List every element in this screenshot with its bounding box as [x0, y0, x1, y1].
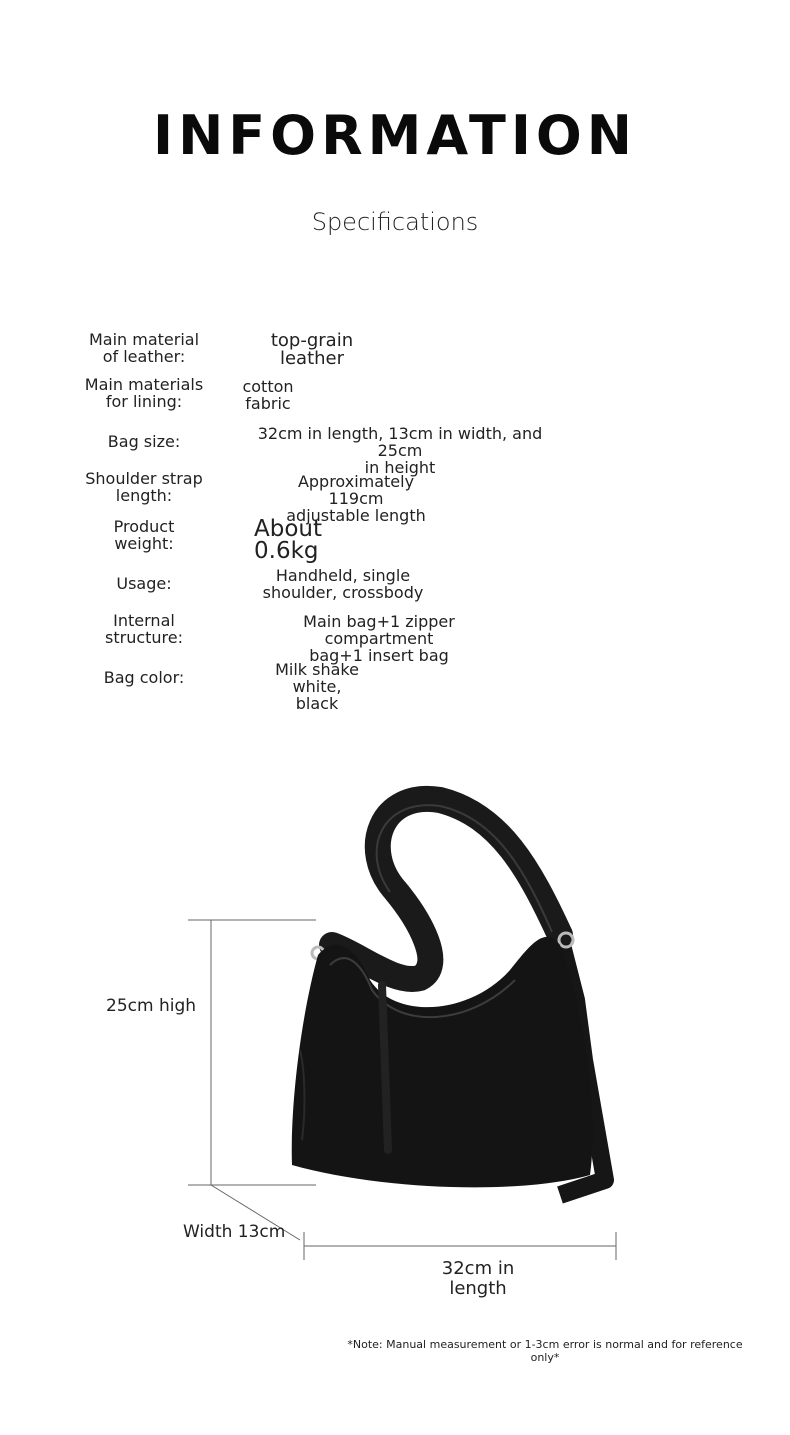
spec-label-color: Bag color: [103, 668, 185, 687]
spec-label-size: Bag size: [107, 432, 181, 451]
spec-value-structure: Main bag+1 zipper compartment bag+1 insert bag [303, 612, 455, 665]
spec-value-usage: Handheld, single shoulder, crossbody [262, 566, 424, 602]
spec-value-weight: About 0.6kg [254, 516, 323, 564]
dimension-width-label: Width 13cm [183, 1222, 286, 1242]
bag-body [292, 937, 593, 1188]
spec-label-leather: Main material of leather: [88, 330, 200, 366]
spec-value-color: Milk shake white, black [275, 660, 359, 713]
spec-label-weight: Product weight: [113, 517, 175, 553]
spec-label-usage: Usage: [116, 574, 172, 593]
spec-label-structure: Internal structure: [105, 611, 183, 647]
page-title: INFORMATION [152, 104, 638, 167]
measurement-note: *Note: Manual measurement or 1-3cm error is normal and for reference only* [347, 1338, 743, 1364]
spec-label-lining: Main materials for lining: [84, 375, 204, 411]
spec-value-lining: cotton fabric [242, 377, 294, 413]
dimension-length-label: 32cm in length [441, 1258, 515, 1299]
spec-value-size: 32cm in length, 13cm in width, and 25cm in height [257, 424, 543, 477]
dimension-height-label: 25cm high [106, 996, 197, 1016]
spec-label-strap: Shoulder strap length: [85, 469, 203, 505]
page-subtitle: Specifications [311, 208, 479, 236]
spec-value-leather: top-grain leather [270, 330, 354, 369]
spec-value-strap: Approximately 119cm adjustable length [286, 472, 426, 525]
